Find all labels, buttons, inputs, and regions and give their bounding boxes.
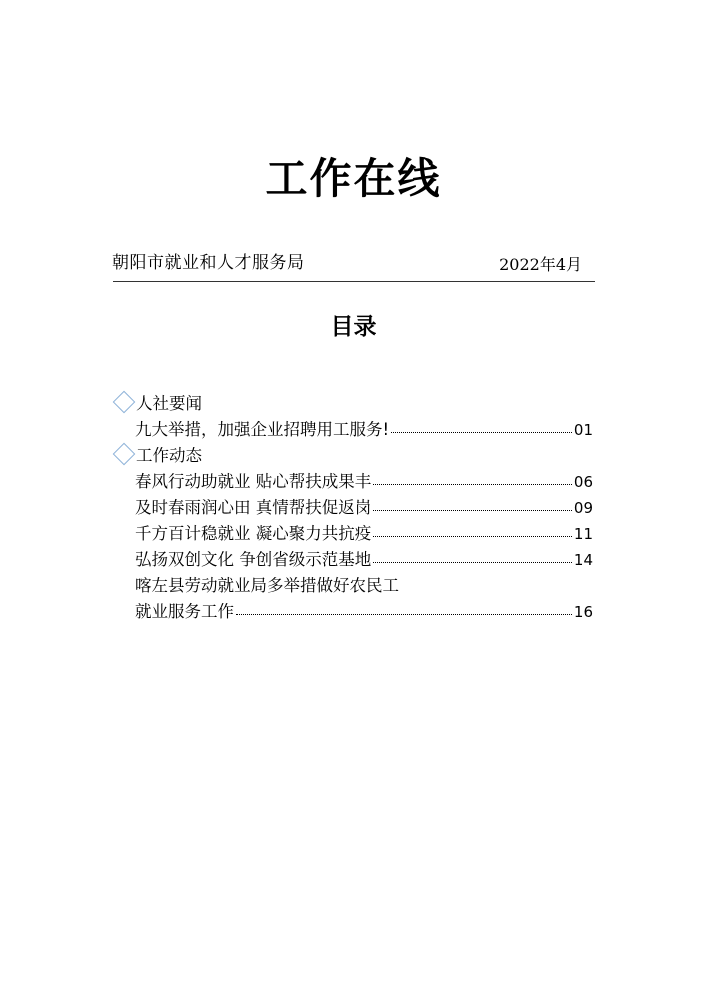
toc-entry-page: 09 — [573, 499, 593, 517]
toc-heading: 目录 — [330, 314, 377, 340]
toc-entry[interactable] — [113, 415, 593, 441]
toc-entry-page: 11 — [573, 525, 593, 543]
toc-entry[interactable] — [113, 493, 593, 519]
toc-section — [113, 389, 593, 415]
toc-entry[interactable] — [113, 467, 593, 493]
toc-entry[interactable] — [113, 597, 593, 623]
diamond-bullet-icon — [113, 391, 136, 414]
toc-section-label: 工作动态 — [136, 446, 202, 465]
toc-entry[interactable] — [113, 519, 593, 545]
toc-entry-page: 06 — [573, 473, 593, 491]
toc-entry[interactable] — [113, 571, 593, 597]
toc-entry-title: 九大举措，加强企业招聘用工服务! — [135, 420, 390, 439]
header-divider — [113, 281, 595, 282]
toc-section — [113, 441, 593, 467]
toc-entry-page: 01 — [573, 421, 593, 439]
toc-entry-page: 16 — [573, 603, 593, 621]
dot-leader — [373, 562, 572, 563]
toc-entry-page: 14 — [573, 551, 593, 569]
toc-entry-title: 喀左县劳动就业局多举措做好农民工 — [135, 576, 399, 595]
toc-entry-title: 千方百计稳就业 凝心聚力共抗疫 — [135, 524, 372, 543]
toc-entry-title: 春风行动助就业 贴心帮扶成果丰 — [135, 472, 372, 491]
organization-name: 朝阳市就业和人才服务局 — [112, 253, 305, 273]
table-of-contents — [113, 389, 593, 623]
dot-leader — [236, 614, 572, 615]
dot-leader — [373, 510, 572, 511]
toc-entry-title: 及时春雨润心田 真情帮扶促返岗 — [135, 498, 372, 517]
issue-date: 2022年4月 — [499, 255, 582, 274]
toc-section-label: 人社要闻 — [136, 394, 202, 413]
toc-entry[interactable] — [113, 545, 593, 571]
toc-entry-title: 就业服务工作 — [135, 602, 234, 621]
document-title: 工作在线 — [265, 154, 442, 203]
dot-leader — [373, 536, 572, 537]
dot-leader — [391, 432, 572, 433]
diamond-bullet-icon — [113, 443, 136, 466]
toc-entry-title: 弘扬双创文化 争创省级示范基地 — [135, 550, 372, 569]
dot-leader — [373, 484, 572, 485]
